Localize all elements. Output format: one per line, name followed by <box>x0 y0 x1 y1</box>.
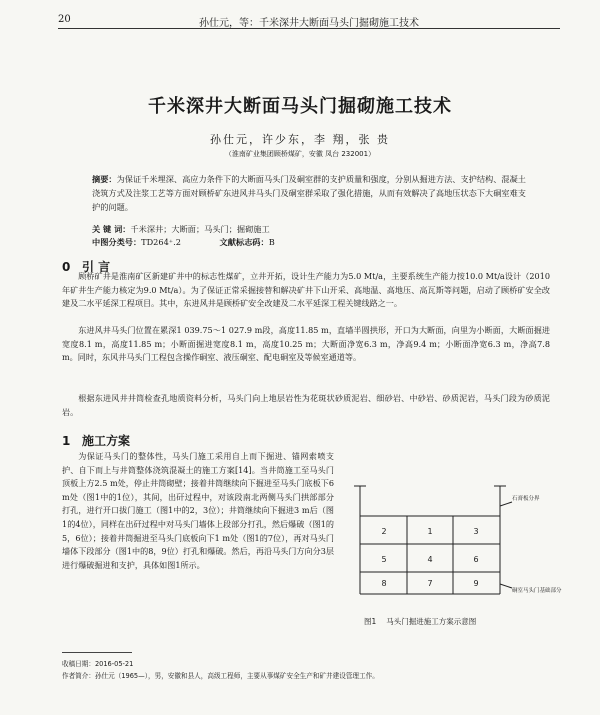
running-header <box>58 12 560 29</box>
figure-caption <box>364 616 476 627</box>
running-title: 孙仕元，等：千米深井大断面马头门掘砌施工技术 <box>199 18 419 29</box>
zone-6: 6 <box>473 555 479 564</box>
footnote-rule <box>62 652 132 653</box>
label-top: 石膏板分界 <box>512 496 540 502</box>
affiliation: （淮南矿业集团顾桥煤矿，安徽 凤台 232001） <box>224 150 376 158</box>
classification <box>92 237 527 248</box>
section-title: 施工方案 <box>82 434 131 448</box>
intro-paragraph-1: 顾桥矿井是淮南矿区新建矿井中的标志性煤矿，立井开拓，设计生产能力为5.0 Mt/a，主要系统生产能力按10.0 Mt/a设计（2010年矿井生产能力核定为9.0 Mt/a）。为了保证正常采掘接替和解决矿井下山开采、高地温、高地压、高瓦斯等问题，启动了顾桥矿安全改建及二水平延深工程项目。其中，东进风井是顾桥矿安全改建及二水平延深工程关键线路之一。 <box>62 271 550 309</box>
abstract-text: 为保证千米埋深、高应力条件下的大断面马头门及硐室群的支护质量和强度，分别从掘进方法、支护结构、混凝土浇筑方式及注浆工艺等方面对顾桥矿东进风井马头门及硐室群采取了强化措施，从而有效解决了高地压状态下大硐室难支护的问题。 <box>92 174 526 212</box>
footnote-received: 收稿日期：2016-05-21 <box>62 660 134 668</box>
authors: 孙仕元，许少东，李 翔，张 贵 <box>210 133 390 146</box>
abstract-label: 摘要： <box>92 174 117 184</box>
intro-paragraph-3: 根据东进风井井筒检查孔地质资料分析，马头门向上地层岩性为花斑状砂质泥岩、细砂岩、中砂岩、砂质泥岩，马头门段为砂质泥岩。 <box>62 393 550 417</box>
zone-1: 1 <box>427 527 433 536</box>
caption-text: 马头门掘进施工方案示意图 <box>386 617 477 626</box>
scheme-paragraph: 为保证马头门的整体性，马头门施工采用自上而下掘进、锚网索喷支护、自下而上与井筒整体浇筑混凝土的施工方案[14]。当井筒施工至马头门顶板上方2.5 m处，停止井筒砌壁；接着井筒继续向下掘进至马头门底板下6 m处（图1中的1位），其间，出矸过程中，对该段南北两侧马头门拱部部分打孔，进行开口拔门施工（图1中的2，3位）；井筒继续向下掘进3 m后（图1的4位），同样在出矸过程中对马头门墙体上段部分打孔，然后爆破（图1的5，6位）；接着井筒掘进至马头门底板向下1 m处（图1的7位），再对马头门墙体下段部分（图1中的8，9位）打孔和爆破。然后，再沿马头门方向分3层进行爆破掘进和支护，具体如图1所示。 <box>62 451 334 570</box>
zone-8: 8 <box>381 579 387 588</box>
footnote-author: 作者简介：孙仕元（1965—），男，安徽和县人，高级工程师，主要从事煤矿安全生产和矿井建设管理工作。 <box>62 672 379 680</box>
doc-code-value: B <box>268 237 275 247</box>
zone-4: 4 <box>427 555 433 564</box>
section-number: 1 <box>62 434 71 448</box>
label-bottom: 硐室马头门基础部分 <box>512 588 562 594</box>
doc-code-label: 文献标志码： <box>219 237 269 247</box>
keywords-label: 关 键 词： <box>92 224 131 234</box>
section-number: 0 <box>62 260 71 274</box>
zone-2: 2 <box>381 527 387 536</box>
clc-value: TD264⁺.2 <box>141 237 181 247</box>
caption-number: 图1 <box>364 617 377 626</box>
section-heading-scheme <box>62 432 130 449</box>
section-title: 引 言 <box>82 260 111 274</box>
zone-5: 5 <box>381 555 387 564</box>
zone-7: 7 <box>427 579 433 588</box>
keywords-text: 千米深井；大断面；马头门；掘砌施工 <box>130 224 270 234</box>
intro-paragraph-2: 东进风井马头门位置在累深1 039.75～1 027.9 m段，高度11.85 m，直墙半圆拱形，开口为大断面，向里为小断面，大断面掘进宽度8.1 m，高度11.85 m；小断面掘进宽度8.1 m，高度10.25 m；大断面净宽6.3 m，净高9.4 m；小断面净宽6.3 m，净高7.8 m。同时，东风井马头门工程包含操作硐室、液压硐室、配电硐室及等候室通道等。 <box>62 325 550 363</box>
zone-3: 3 <box>473 527 479 536</box>
article-title: 千米深井大断面马头门掘砌施工技术 <box>148 96 452 117</box>
page-number: 20 <box>58 14 71 25</box>
abstract <box>92 172 527 214</box>
construction-diagram <box>340 476 562 616</box>
clc-label: 中图分类号： <box>92 237 142 247</box>
zone-9: 9 <box>473 579 479 588</box>
keywords <box>92 222 527 236</box>
